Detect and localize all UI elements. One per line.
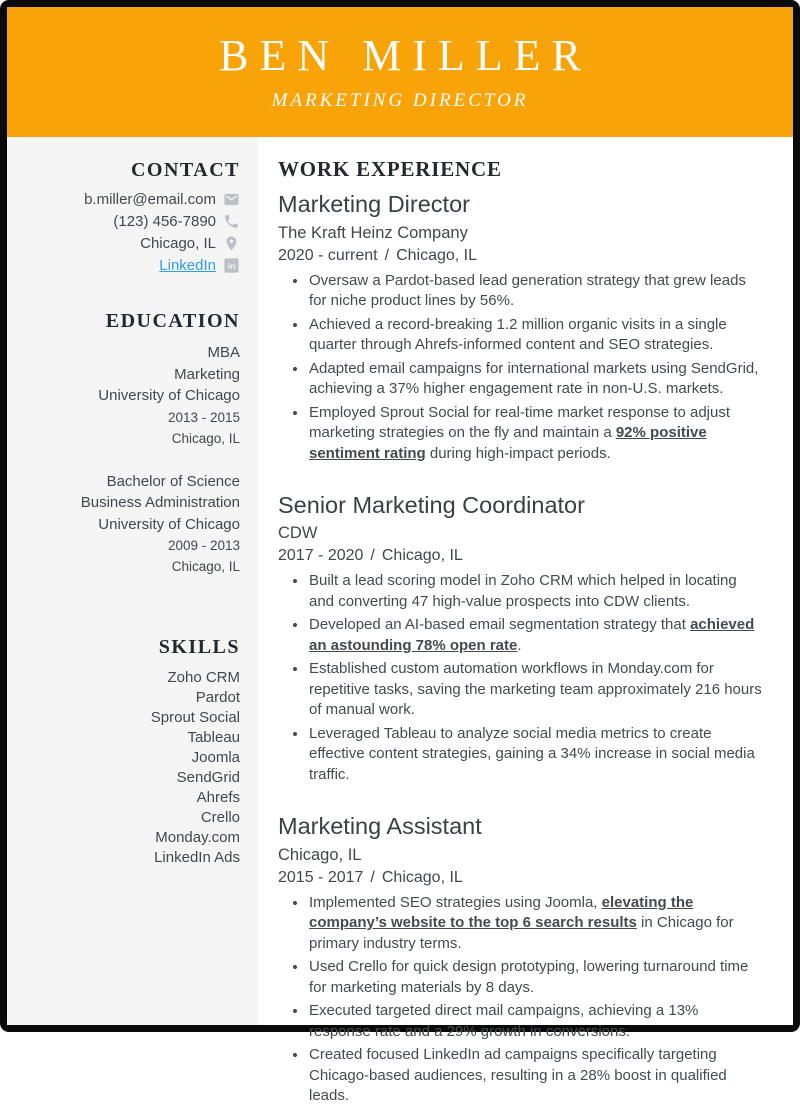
job-meta <box>278 867 763 889</box>
sidebar-spacer <box>17 279 240 309</box>
job-location: Chicago, IL <box>381 547 463 565</box>
education-school: University of Chicago <box>98 387 240 404</box>
education-location: Chicago, IL <box>171 430 240 446</box>
education-dates: 2013 - 2015 <box>167 409 240 425</box>
experience-bullet: • Implemented SEO strategies using Joomla, elevating the company’s website to the top 6 search results in Chicago for primary industry terms. <box>308 893 763 955</box>
experience-bullet: • Established custom automation workflows in Monday.com for repetitive tasks, saving the marketing team approximately 216 hours of manual work. <box>308 659 763 721</box>
skill-item: Pardot <box>195 689 240 706</box>
contact-heading: CONTACT <box>130 159 240 181</box>
skills-heading: SKILLS <box>158 636 240 658</box>
job-dates: 2015 - 2017 <box>278 868 364 886</box>
job-meta <box>278 245 763 267</box>
meta-separator: / <box>384 246 390 264</box>
experience-bullet: • Adapted email campaigns for international markets using SendGrid, achieving a 37% higher engagement rate in non-U.S. markets. <box>308 359 763 400</box>
experience-bullet: • Oversaw a Pardot-based lead generation strategy that grew leads for niche product lines by 56%. <box>308 271 763 312</box>
skill-item: Joomla <box>191 749 240 766</box>
experience-bullet: • Developed an AI-based email segmentation strategy that achieved an astounding 78% open rate. <box>308 615 763 656</box>
education-dates: 2009 - 2013 <box>167 538 240 553</box>
linkedin-icon <box>223 257 240 274</box>
skill-item: Sprout Social <box>150 709 240 726</box>
education-degree: MBA <box>207 344 240 361</box>
job-company: Chicago, IL <box>278 845 362 864</box>
meta-separator: / <box>370 868 375 886</box>
skill-item: Zoho CRM <box>167 669 240 686</box>
job-title: Senior Marketing Coordinator <box>278 492 585 519</box>
resume-header <box>7 7 793 137</box>
education-entry <box>17 342 240 449</box>
contact-row-email <box>17 191 240 208</box>
job-bullet-list <box>278 893 763 1107</box>
job-entry <box>278 491 763 785</box>
resume-body <box>7 137 793 1105</box>
experience-bullet: • Created focused LinkedIn ad campaigns specifically targeting Chicago-based audiences, resulting in a 28% boost in qualified leads. <box>308 1045 763 1107</box>
job-company: CDW <box>278 524 318 543</box>
education-degree: Bachelor of Science <box>106 472 240 490</box>
experience-bullet: • Used Crello for quick design prototyping, lowering turnaround time for marketing materials by 8 days. <box>308 957 763 998</box>
contact-location: Chicago, IL <box>140 235 216 252</box>
work-experience-section <box>258 137 793 1105</box>
skill-item: Tableau <box>187 729 240 746</box>
education-field: Business Administration <box>80 494 240 511</box>
skill-item: Crello <box>200 809 240 826</box>
person-name: BEN MILLER <box>219 31 592 80</box>
job-company: The Kraft Heinz Company <box>278 223 468 242</box>
education-heading: EDUCATION <box>105 310 240 332</box>
skill-item: Ahrefs <box>196 789 240 806</box>
sidebar-spacer <box>17 599 240 635</box>
contact-email: b.miller@email.com <box>84 191 216 208</box>
meta-separator: / <box>370 547 375 565</box>
experience-bullet: • Executed targeted direct mail campaigns, achieving a 13% response rate and a 29% growth in conversions. <box>308 1001 763 1042</box>
job-location: Chicago, IL <box>396 246 477 264</box>
contact-row-linkedin <box>17 257 240 274</box>
education-field: Marketing <box>174 365 240 383</box>
job-entry <box>278 812 763 1106</box>
linkedin-link[interactable]: LinkedIn <box>159 257 216 274</box>
envelope-icon <box>223 191 240 208</box>
skill-item: Monday.com <box>155 829 240 846</box>
job-bullet-list <box>278 271 763 465</box>
skill-item: LinkedIn Ads <box>154 849 240 866</box>
education-school: University of Chicago <box>98 515 240 533</box>
job-location: Chicago, IL <box>381 868 463 886</box>
location-pin-icon <box>223 235 240 252</box>
job-dates: 2020 - current <box>278 246 378 264</box>
sidebar <box>7 137 258 1025</box>
job-entry <box>278 190 763 464</box>
experience-bullet: • Achieved a record-breaking 1.2 million organic visits in a single quarter through Ahrefs-informed content and SEO strategies. <box>308 315 763 356</box>
experience-bullet: • Built a lead scoring model in Zoho CRM which helped in locating and converting 47 high-value prospects into CDW clients. <box>308 571 763 612</box>
contact-row-phone <box>17 213 240 230</box>
person-role: MARKETING DIRECTOR <box>271 90 529 111</box>
experience-bullet: • Employed Sprout Social for real-time market response to adjust marketing strategies on the fly and maintain a 92% positive sentiment rating during high-impact periods. <box>308 403 763 465</box>
job-dates: 2017 - 2020 <box>278 547 364 565</box>
phone-icon <box>223 213 240 230</box>
job-meta <box>278 545 763 567</box>
education-entry <box>17 471 240 578</box>
contact-phone: (123) 456-7890 <box>113 213 216 230</box>
education-location: Chicago, IL <box>171 559 240 574</box>
work-experience-heading: WORK EXPERIENCE <box>278 157 502 181</box>
job-bullet-list <box>278 571 763 785</box>
job-title: Marketing Director <box>278 191 470 218</box>
svg-text:in: in <box>227 261 236 272</box>
contact-row-location <box>17 235 240 252</box>
job-title: Marketing Assistant <box>278 813 482 840</box>
experience-bullet: • Leveraged Tableau to analyze social media metrics to create effective content strategies, gaining a 34% increase in social media traffic. <box>308 724 763 786</box>
skill-item: SendGrid <box>176 769 240 786</box>
